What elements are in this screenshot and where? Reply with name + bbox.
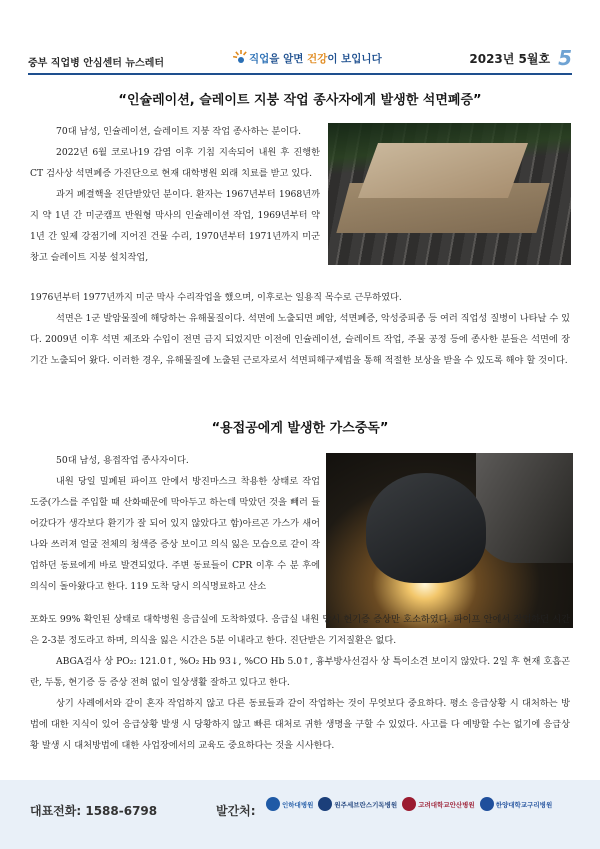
article2-paragraph: 상기 사례에서와 같이 혼자 작업하지 않고 다른 동료들과 같이 작업하는 것이 무엇보다 중요하다. 평소 응급상황 시 대처하는 방법에 대한 지식이 있어 응급상황 발생 시 당황하지 않고 빠른 대처로 귀한 생명을 구할 수 있었다. 사고를 다 예방할 수는 없기에 응급상황 발생 시 대처방법에 대한 사업장에서의 교육도 중요하다는 것을 시사한다. [30, 698, 570, 751]
article2-body-narrow [30, 450, 320, 597]
article1-paragraph: 석면은 1군 발암물질에 해당하는 유해물질이다. 석면에 노출되면 폐암, 석면폐증, 악성중피종 등 여러 직업성 질병이 나타날 수 있다. 2009년 이후 석면 제조와 수입이 전면 금지 되었지만 이전에 인슐레이션, 슬레이트 작업, 주물 공정 등에 종사한 분들은 석면에 장기간 노출되어 왔다. 이러한 경우, 유해물질에 노출된 근로자로서 석면피해구제법을 통해 적절한 보상을 받을 수 있도록 해야 할 것이다. [30, 313, 570, 366]
hospital-logo-icon [318, 797, 332, 811]
article2-paragraph: 50대 남성, 용접작업 종사자이다. [56, 455, 189, 466]
slate-roof-photo [328, 123, 571, 265]
phone-number: 대표전화: 1588-6798 [30, 804, 158, 818]
article1-paragraph: 2022년 6월 코로나19 감염 이후 기침 지속되어 내원 후 진행한 CT 검사상 석면폐증 가진단으로 현재 대학병원 외래 치료를 받고 있다. [30, 147, 320, 179]
slogan-word-health: 건강 [307, 53, 328, 65]
logo-korea-ansan: 고려대학교안산병원 [402, 797, 475, 811]
hospital-logo-icon [402, 797, 416, 811]
sunburst-icon [233, 50, 249, 66]
logo-wonju: 원주세브란스기독병원 [318, 797, 397, 811]
slogan-part: 을 알면 [269, 53, 308, 65]
header-divider [28, 73, 572, 75]
article2-paragraph: 포화도 99% 확인된 상태로 대학병원 응급실에 도착하였다. 응급실 내원 당시 현기증 증상만 호소하였다. 파이프 안에서 작업하던 시간은 2-3분 정도라고 하며, 의식을 잃은 시간은 5분 이내라고 한다. 진단받은 기저질환은 없다. [30, 614, 570, 646]
publisher-label: 발간처: [216, 804, 256, 818]
welder-photo [326, 453, 573, 628]
hospital-logo-icon [266, 797, 280, 811]
header [28, 44, 572, 76]
article1-body-wide [30, 287, 570, 371]
page-number: 5 [558, 46, 572, 70]
article1-body-narrow [30, 121, 320, 268]
slogan-end: 이 보입니다 [327, 53, 382, 65]
publisher-logos [266, 797, 552, 811]
issue-date: 2023년 5월호 [469, 52, 551, 66]
article2-title: “용접공에게 발생한 가스중독” [211, 421, 389, 436]
logo-hanyang-guri: 한양대학교구리병원 [480, 797, 553, 811]
article1-paragraph: 70대 남성, 인슐레이션, 슬레이트 지붕 작업 종사하는 분이다. [56, 126, 302, 137]
article2-paragraph: 내원 당일 밀폐된 파이프 안에서 방진마스크 착용한 상태로 작업 도중(가스를 주입할 때 산화때문에 막아두고 하는데 막았던 것을 빼러 들어갔다가 생각보다 환기가 잘 되어 있지 않았다고 함)아르곤 가스가 새어나와 쓰러져 얼굴 전체의 청색증 증상 보이고 의식 잃은 모습으로 같이 작업하던 동료에게 바로 발견되었다. 주변 동료들이 CPR 이후 수 분 후에 의식이 돌아왔다고 한다. 119 도착 당시 의식명료하고 산소 [30, 476, 320, 592]
article1-paragraph: 과거 폐결핵을 진단받았던 분이다. 환자는 1967년부터 1968년까지 약 1년 간 미군캠프 반원형 막사의 인슐레이션 작업, 1969년부터 약 1년 간 잎제 강점기에 지어진 건물 수리, 1970년부터 1971년까지 미군창고 슬레이트 지붕 설치작업, [30, 189, 320, 263]
article2-paragraph: ABGA검사 상 PO₂: 121.0↑, %O₂ Hb 93↓, %CO Hb 5.0↑, 흉부방사선검사 상 특이소견 보이지 않았다. 2일 후 현재 호흡곤란, 두통, 현기증 등 증상 전혀 없이 일상생활 잘하고 있다고 한다. [30, 656, 570, 688]
newsletter-name: 중부 직업병 안심센터 뉴스레터 [28, 58, 165, 69]
hospital-logo-icon [480, 797, 494, 811]
logo-inha: 인하대병원 [266, 797, 313, 811]
issue-info [469, 46, 572, 70]
article1-title: “인슐레이션, 슬레이트 지붕 작업 종사자에게 발생한 석면폐증” [118, 93, 482, 108]
slogan-word-job: 직업 [249, 53, 270, 65]
footer [30, 797, 575, 821]
article1-paragraph: 1976년부터 1977년까지 미군 막사 수리작업을 했으며, 이후로는 일용직 목수로 근무하였다. [30, 292, 402, 303]
slogan-logo [233, 50, 382, 66]
article2-body-wide [30, 609, 570, 756]
